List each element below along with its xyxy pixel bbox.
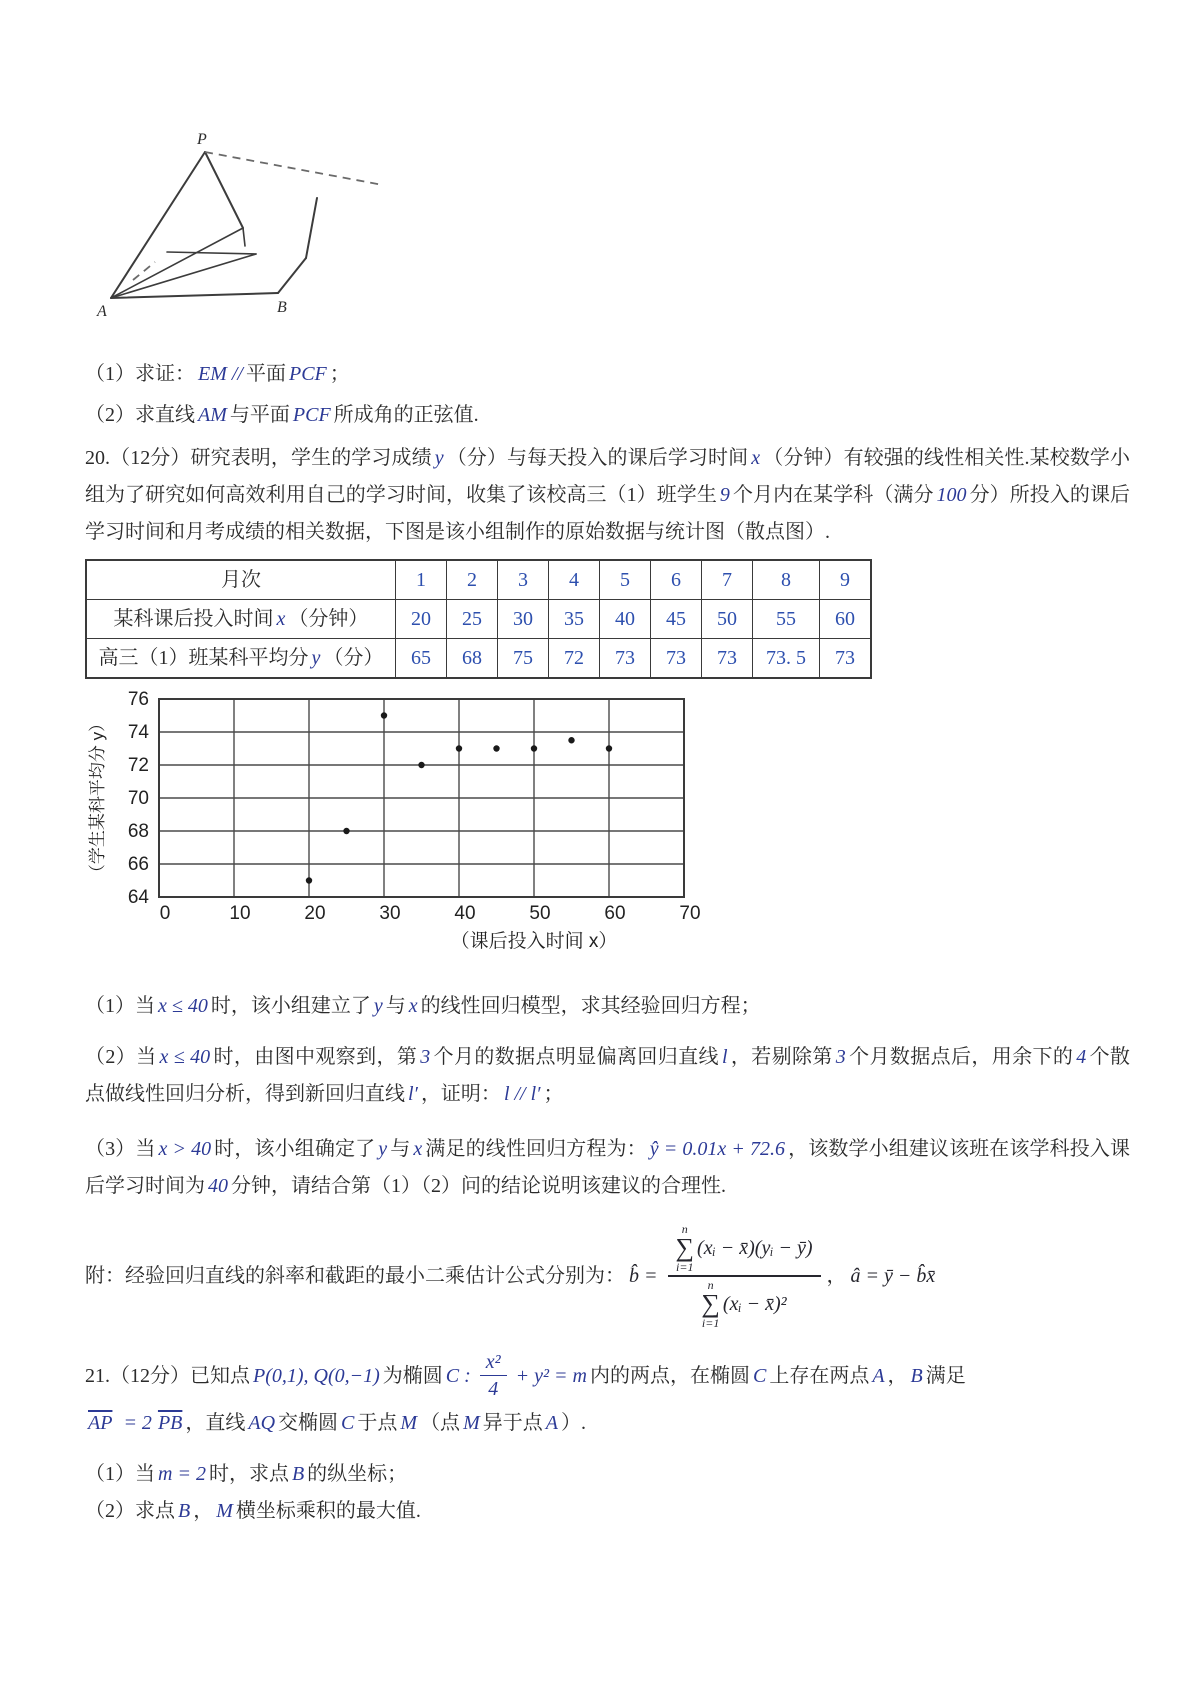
text-segment: ， bbox=[193, 1500, 214, 1522]
text-segment: 所成角的正弦值. bbox=[333, 404, 479, 426]
data-table bbox=[85, 559, 872, 679]
text-segment: ，直线 bbox=[185, 1412, 246, 1434]
formula-numerator bbox=[668, 1223, 821, 1277]
text-segment: （分钟） bbox=[288, 607, 369, 630]
row-label bbox=[86, 639, 396, 679]
text-segment: 时，求点 bbox=[208, 1463, 289, 1485]
text-segment: （3）当 bbox=[85, 1138, 156, 1160]
q21-text: 内的两点，在椭圆 bbox=[589, 1364, 750, 1387]
text-segment: 个散点做线性回归分析，得到新回归直线 bbox=[85, 1046, 1131, 1105]
y-axis-label: （学生某科平均分 y） bbox=[88, 714, 107, 882]
table-cell: 1 bbox=[396, 560, 447, 600]
text-segment: 与平面 bbox=[229, 404, 290, 426]
text-segment: （1）当 bbox=[85, 995, 155, 1017]
text-segment: l bbox=[721, 1046, 728, 1068]
text-segment: y bbox=[311, 646, 321, 669]
y-tick-label: 72 bbox=[127, 755, 149, 776]
y-tick-label: 76 bbox=[127, 689, 149, 710]
text-segment: $\overline{AP}$ bbox=[88, 1412, 113, 1434]
q21-var-c: C bbox=[752, 1364, 767, 1387]
table-row bbox=[86, 560, 871, 600]
table-row bbox=[86, 639, 871, 679]
q20-part1 bbox=[85, 988, 1130, 1025]
q21-frac-den: 4 bbox=[488, 1378, 499, 1400]
q20-part3 bbox=[85, 1131, 1130, 1205]
text-segment: x bbox=[276, 607, 286, 630]
table-cell: 2 bbox=[447, 560, 498, 600]
x-tick-label: 30 bbox=[379, 903, 401, 924]
table-cell: 73. 5 bbox=[753, 639, 820, 679]
data-point bbox=[381, 712, 387, 718]
data-table-body bbox=[86, 560, 871, 678]
text-segment: x bbox=[408, 995, 418, 1017]
text-segment: y bbox=[373, 995, 383, 1017]
text-segment: 交椭圆 bbox=[278, 1412, 339, 1434]
table-cell: 25 bbox=[447, 600, 498, 639]
y-tick-label: 66 bbox=[127, 854, 149, 875]
text-segment: （2）求直线 bbox=[85, 404, 195, 426]
q21-points: P(0,1), Q(0,−1) bbox=[253, 1364, 380, 1387]
q21-text: 21.（12分）已知点 bbox=[85, 1364, 250, 1387]
numerator-expression: (xᵢ − x̄)(yᵢ − ȳ) bbox=[697, 1236, 813, 1259]
least-squares-formula bbox=[85, 1223, 1130, 1329]
text-segment: AM bbox=[198, 404, 227, 426]
text-segment: y bbox=[378, 1138, 388, 1160]
text-segment: 高三（1）班某科平均分 bbox=[98, 646, 309, 669]
text-segment: x bbox=[751, 447, 761, 469]
text-segment: （分） bbox=[323, 646, 384, 669]
text-segment: l // l′ bbox=[503, 1083, 541, 1105]
text-segment: 分钟，请结合第（1）（2）问的结论说明该建议的合理性. bbox=[231, 1175, 726, 1197]
text-segment: 20.（12分）研究表明，学生的学习成绩 bbox=[85, 447, 432, 469]
data-point bbox=[493, 745, 499, 751]
text-segment: 满足的线性回归方程为： bbox=[425, 1138, 647, 1160]
y-tick-label: 64 bbox=[127, 887, 149, 908]
text-segment: 40 bbox=[208, 1175, 228, 1197]
scatter-chart-svg bbox=[87, 689, 767, 957]
edge-a-e bbox=[111, 254, 256, 298]
text-segment: （分）与每天投入的课后学习时间 bbox=[446, 447, 749, 469]
table-cell: 8 bbox=[753, 560, 820, 600]
text-segment: 个月数据点后，用余下的 bbox=[848, 1046, 1074, 1068]
formula-prefix: 附：经验回归直线的斜率和截距的最小二乘估计公式分别为： bbox=[85, 1264, 625, 1287]
q21-vector-line bbox=[85, 1405, 1130, 1442]
table-cell: 50 bbox=[702, 600, 753, 639]
text-segment: 3 bbox=[420, 1046, 431, 1068]
q21-statement bbox=[85, 1351, 1130, 1401]
q19-part1 bbox=[85, 356, 1130, 393]
table-cell: 7 bbox=[702, 560, 753, 600]
table-cell: 20 bbox=[396, 600, 447, 639]
figure-label-a: A bbox=[97, 303, 107, 320]
text-segment: 于点 bbox=[357, 1412, 398, 1434]
text-segment: （2）当 bbox=[85, 1046, 157, 1068]
table-row bbox=[86, 600, 871, 639]
edge-a-m bbox=[111, 228, 243, 298]
q21-frac-num: x² bbox=[480, 1351, 507, 1376]
text-segment: 与 bbox=[390, 1138, 411, 1160]
x-tick-label: 50 bbox=[529, 903, 551, 924]
edge-interior bbox=[167, 252, 256, 254]
formula-fraction bbox=[668, 1223, 821, 1329]
q20-intro bbox=[85, 440, 1130, 551]
q21-part2 bbox=[85, 1493, 1130, 1530]
row-label bbox=[86, 600, 396, 639]
x-tick-label: 70 bbox=[679, 903, 701, 924]
text-segment: x bbox=[413, 1138, 423, 1160]
text-segment: ŷ = 0.01x + 72.6 bbox=[649, 1138, 785, 1160]
text-segment: 某科课后投入时间 bbox=[113, 607, 274, 630]
data-point bbox=[456, 745, 462, 751]
text-segment: C bbox=[341, 1412, 355, 1434]
sum-lower-limit: i=1 bbox=[676, 1260, 694, 1274]
text-segment: EM // bbox=[198, 363, 243, 385]
formula-ahat: â = ȳ − b̂x̄ bbox=[850, 1264, 936, 1287]
text-segment: PCF bbox=[289, 363, 327, 385]
text-segment: 9 bbox=[719, 484, 730, 506]
q21-ellipse-c: C : bbox=[445, 1364, 471, 1387]
sigma-icon: ∑ bbox=[701, 1289, 720, 1318]
table-cell: 65 bbox=[396, 639, 447, 679]
table-cell: 72 bbox=[549, 639, 600, 679]
q21-part1 bbox=[85, 1456, 1130, 1493]
edge-ab bbox=[111, 293, 278, 298]
x-tick-label: 20 bbox=[304, 903, 326, 924]
text-segment: ）. bbox=[560, 1412, 586, 1434]
scatter-chart bbox=[87, 689, 1130, 970]
text-segment: ，证明： bbox=[420, 1083, 501, 1105]
sum-lower-limit: i=1 bbox=[701, 1316, 720, 1330]
table-cell: 9 bbox=[820, 560, 872, 600]
q20-part2 bbox=[85, 1039, 1130, 1113]
text-segment: ，若剔除第 bbox=[730, 1046, 833, 1068]
q21-equation-rest: + y² = m bbox=[515, 1364, 587, 1387]
text-segment: 与 bbox=[385, 995, 406, 1017]
table-cell: 35 bbox=[549, 600, 600, 639]
text-segment: M bbox=[463, 1412, 480, 1434]
data-point bbox=[568, 737, 574, 743]
sum-symbol bbox=[701, 1279, 720, 1329]
sigma-icon: ∑ bbox=[675, 1233, 695, 1262]
text-segment: 个月内在某学科（满分 bbox=[732, 484, 934, 506]
sum-symbol bbox=[676, 1223, 695, 1273]
x-tick-label: 60 bbox=[604, 903, 626, 924]
text-segment: y bbox=[434, 447, 444, 469]
q21-text: 为椭圆 bbox=[382, 1364, 443, 1387]
text-segment: x ≤ 40 bbox=[158, 995, 208, 1017]
text-segment: ； bbox=[329, 363, 350, 385]
pyramid-diagram bbox=[93, 130, 413, 325]
data-point bbox=[343, 828, 349, 834]
text-segment: A bbox=[545, 1412, 558, 1434]
data-point bbox=[531, 745, 537, 751]
table-cell: 6 bbox=[651, 560, 702, 600]
y-tick-label: 70 bbox=[127, 788, 149, 809]
table-cell: 73 bbox=[651, 639, 702, 679]
table-cell: 30 bbox=[498, 600, 549, 639]
text-segment: B bbox=[178, 1500, 191, 1522]
q21-text: 满足 bbox=[925, 1364, 966, 1387]
table-cell: 55 bbox=[753, 600, 820, 639]
edge-pm bbox=[205, 152, 243, 228]
x-tick-label: 0 bbox=[159, 903, 171, 924]
figure-label-p: P bbox=[197, 131, 207, 148]
text-segment: 的线性回归模型，求其经验回归方程； bbox=[420, 995, 761, 1017]
data-point bbox=[418, 762, 424, 768]
edge-dashed-pr bbox=[205, 152, 383, 185]
q21-text: ， bbox=[887, 1364, 908, 1387]
text-segment: （1）求证： bbox=[85, 363, 195, 385]
table-cell: 4 bbox=[549, 560, 600, 600]
x-tick-label: 10 bbox=[229, 903, 251, 924]
text-segment: 的纵坐标； bbox=[307, 1463, 408, 1485]
sum-upper-limit: n bbox=[681, 1222, 688, 1236]
text-segment: M bbox=[216, 1500, 233, 1522]
text-segment: （点 bbox=[420, 1412, 461, 1434]
table-cell: 40 bbox=[600, 600, 651, 639]
text-segment: l′ bbox=[408, 1083, 418, 1105]
text-segment: x > 40 bbox=[158, 1138, 212, 1160]
formula-bhat: b̂ = bbox=[629, 1264, 658, 1287]
text-segment: 平面 bbox=[246, 363, 286, 385]
table-cell: 45 bbox=[651, 600, 702, 639]
q21-var-a: A bbox=[872, 1364, 885, 1387]
sum-upper-limit: n bbox=[707, 1278, 714, 1292]
formula-denominator bbox=[701, 1277, 786, 1329]
text-segment: m = 2 bbox=[158, 1463, 206, 1485]
table-cell: 3 bbox=[498, 560, 549, 600]
text-segment: （2）求点 bbox=[85, 1500, 175, 1522]
x-tick-label: 40 bbox=[454, 903, 476, 924]
text-segment: $\overline{PB}$ bbox=[157, 1412, 183, 1434]
figure-label-b: B bbox=[277, 299, 287, 316]
text-segment: 4 bbox=[1076, 1046, 1087, 1068]
text-segment: AQ bbox=[248, 1412, 276, 1434]
q21-var-b: B bbox=[910, 1364, 923, 1387]
text-segment: 时，该小组确定了 bbox=[214, 1138, 376, 1160]
q21-fraction bbox=[480, 1351, 507, 1401]
text-segment: 异于点 bbox=[482, 1412, 543, 1434]
edge-right-lower bbox=[278, 258, 306, 293]
table-cell: 68 bbox=[447, 639, 498, 679]
text-segment: M bbox=[400, 1412, 418, 1434]
text-segment: B bbox=[291, 1463, 305, 1485]
text-segment: 3 bbox=[835, 1046, 846, 1068]
geometry-figure bbox=[93, 130, 1130, 338]
formula-comma: ， bbox=[826, 1264, 847, 1287]
text-segment: = 2 bbox=[118, 1412, 152, 1434]
q19-part2 bbox=[85, 397, 1130, 434]
text-segment: PCF bbox=[292, 404, 331, 426]
edge-right-upper bbox=[306, 198, 317, 258]
text-segment: 100 bbox=[936, 484, 967, 506]
text-segment: ，该数学小组建议该班在该学科投入课后学习时间为 bbox=[85, 1138, 1131, 1197]
text-segment: 时，该小组建立了 bbox=[210, 995, 371, 1017]
table-cell: 75 bbox=[498, 639, 549, 679]
text-segment: x ≤ 40 bbox=[159, 1046, 211, 1068]
row-label bbox=[86, 560, 396, 600]
x-axis-label: （课后投入时间 x） bbox=[450, 931, 618, 952]
text-segment: 时，由图中观察到，第 bbox=[213, 1046, 418, 1068]
text-segment: ； bbox=[543, 1083, 564, 1105]
y-tick-label: 68 bbox=[127, 821, 149, 842]
table-cell: 5 bbox=[600, 560, 651, 600]
data-point bbox=[306, 877, 312, 883]
y-tick-label: 74 bbox=[127, 722, 149, 743]
table-cell: 73 bbox=[820, 639, 872, 679]
edge-pa bbox=[111, 152, 205, 298]
denominator-expression: (xᵢ − x̄)² bbox=[722, 1292, 787, 1315]
data-point bbox=[606, 745, 612, 751]
text-segment: 月次 bbox=[221, 568, 261, 591]
table-cell: 60 bbox=[820, 600, 872, 639]
table-cell: 73 bbox=[600, 639, 651, 679]
text-segment: 横坐标乘积的最大值. bbox=[235, 1500, 421, 1522]
table-cell: 73 bbox=[702, 639, 753, 679]
q21-text: 上存在两点 bbox=[769, 1364, 870, 1387]
text-segment: （分钟）有较强的线性相关性.某校数学小组为了研究如何高效利用自己的学习时间，收集了该校高三（1）班学生 bbox=[85, 447, 1131, 506]
tick-m bbox=[243, 228, 245, 246]
text-segment: 分）所投入的课后学习时间和月考成绩的相关数据，下图是该小组制作的原始数据与统计图（散点图）. bbox=[85, 484, 1131, 543]
text-segment: 个月的数据点明显偏离回归直线 bbox=[433, 1046, 719, 1068]
text-segment: （1）当 bbox=[85, 1463, 155, 1485]
